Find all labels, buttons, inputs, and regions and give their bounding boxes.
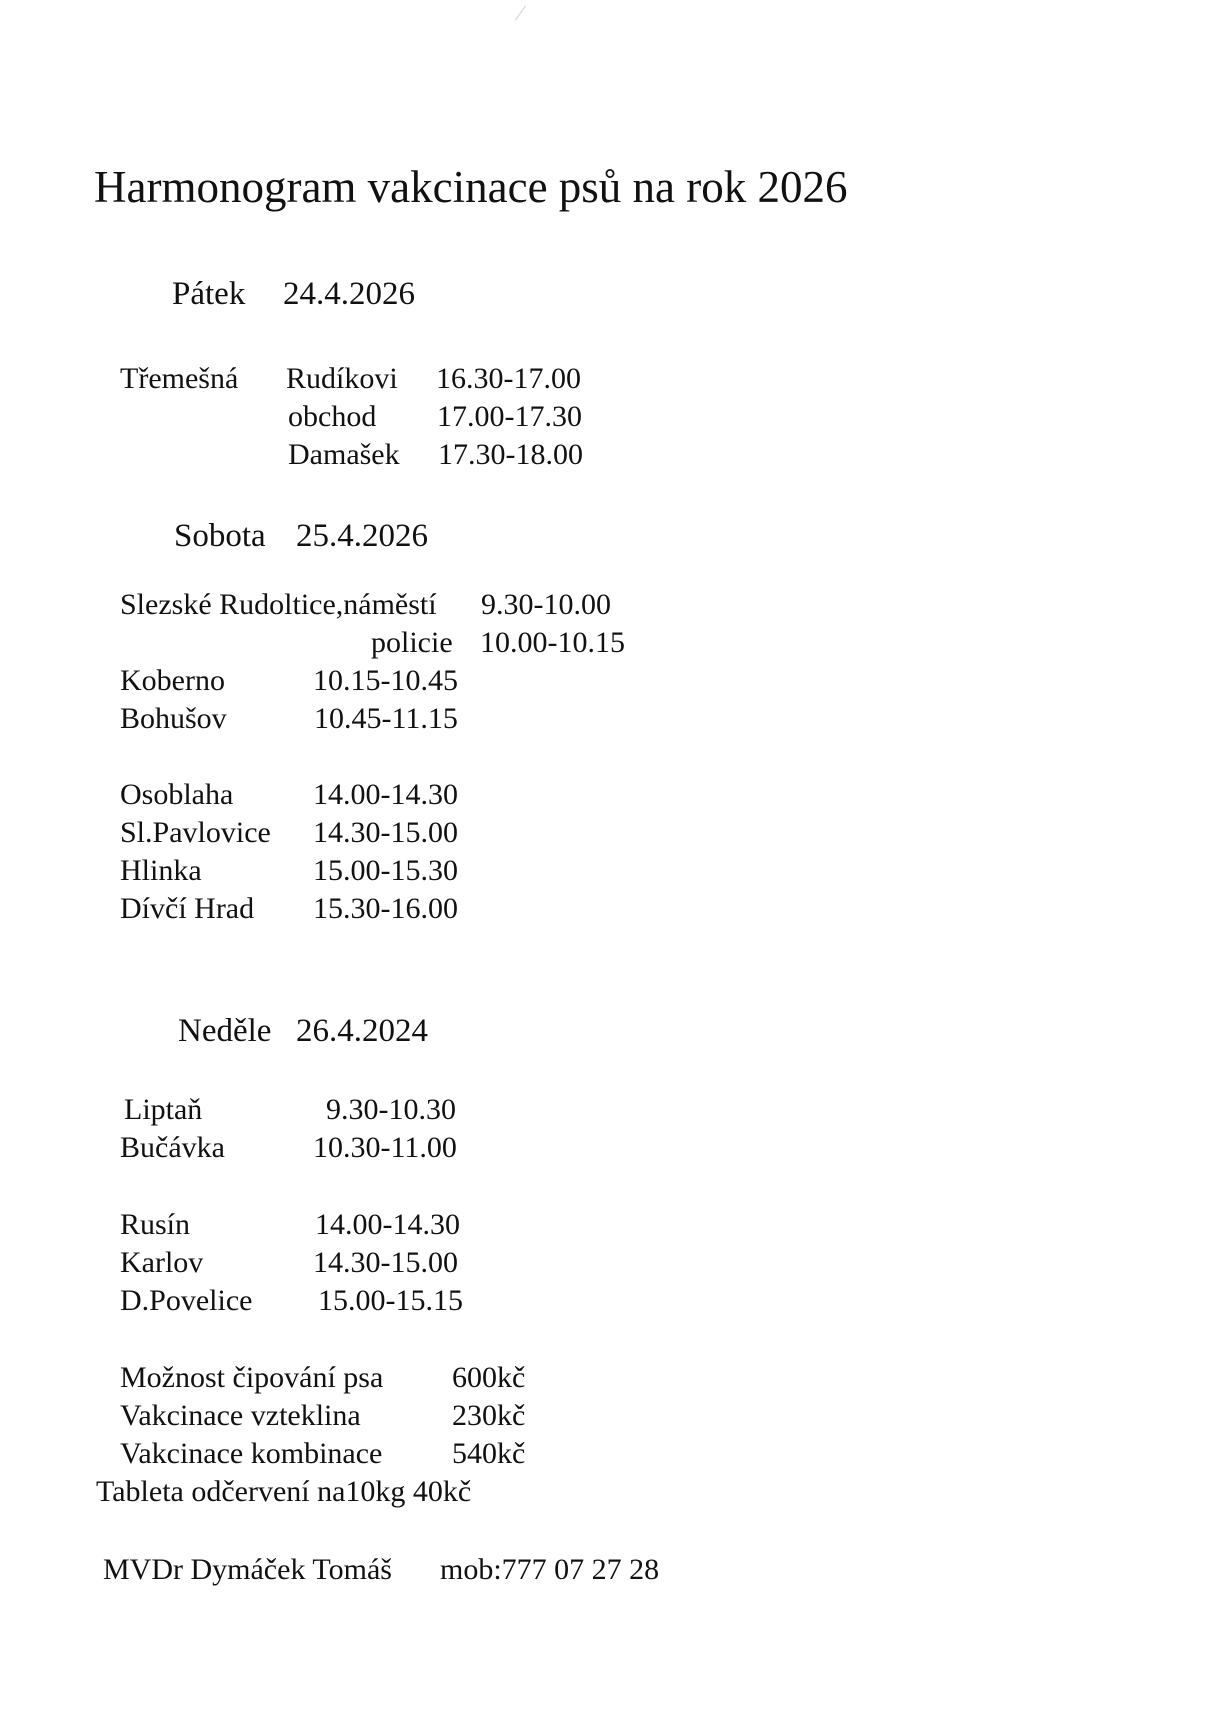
time-slezske-rudoltice: 9.30-10.00 [481, 588, 611, 621]
price-label-rabies: Vakcinace vzteklina [120, 1399, 361, 1432]
time-d-povelice: 15.00-15.15 [318, 1284, 463, 1317]
price-label-combination: Vakcinace kombinace [120, 1437, 383, 1470]
vet-name: MVDr Dymáček Tomáš [103, 1553, 392, 1586]
place-bohusov: Bohušov [120, 702, 227, 735]
time-osoblaha: 14.00-14.30 [313, 778, 458, 811]
deworming-price: Tableta odčervení na10kg 40kč [96, 1475, 472, 1508]
scan-speck [515, 5, 526, 20]
place-hlinka: Hlinka [120, 854, 202, 887]
stop-damasek: Damašek [288, 438, 400, 471]
day-label-saturday: Sobota [174, 518, 266, 554]
day-date-sunday: 26.4.2024 [296, 1013, 428, 1049]
page-title: Harmonogram vakcinace psů na rok 2026 [94, 162, 848, 212]
place-osoblaha: Osoblaha [120, 778, 234, 811]
day-date-friday: 24.4.2026 [283, 276, 415, 312]
price-value-combination: 540kč [452, 1437, 526, 1470]
day-date-saturday: 25.4.2026 [296, 518, 428, 554]
time-rusin: 14.00-14.30 [315, 1208, 460, 1241]
time-rudikovi: 16.30-17.00 [436, 362, 581, 395]
place-rusin: Rusín [120, 1208, 191, 1241]
price-label-chip: Možnost čipování psa [120, 1361, 384, 1394]
day-label-sunday: Neděle [178, 1013, 272, 1049]
time-divci-hrad: 15.30-16.00 [313, 892, 458, 925]
day-label-friday: Pátek [172, 276, 246, 312]
time-sl-pavlovice: 14.30-15.00 [313, 816, 458, 849]
time-koberno: 10.15-10.45 [313, 664, 458, 697]
place-d-povelice: D.Povelice [120, 1284, 253, 1317]
place-divci-hrad: Dívčí Hrad [120, 892, 255, 925]
place-slezske-rudoltice: Slezské Rudoltice,náměstí [120, 588, 437, 621]
place-bucavka: Bučávka [120, 1131, 225, 1164]
place-karlov: Karlov [120, 1246, 204, 1279]
stop-obchod: obchod [288, 400, 377, 433]
time-bucavka: 10.30-11.00 [313, 1131, 457, 1164]
price-value-rabies: 230kč [452, 1399, 526, 1432]
time-liptan: 9.30-10.30 [326, 1093, 456, 1126]
stop-rudikovi: Rudíkovi [286, 362, 398, 395]
time-hlinka: 15.00-15.30 [313, 854, 458, 887]
time-karlov: 14.30-15.00 [313, 1246, 458, 1279]
price-value-chip: 600kč [452, 1361, 526, 1394]
vet-phone: mob:777 07 27 28 [440, 1553, 660, 1586]
place-tremesna: Třemešná [120, 362, 239, 395]
time-bohusov: 10.45-11.15 [314, 702, 458, 735]
time-damasek: 17.30-18.00 [438, 438, 583, 471]
place-sl-pavlovice: Sl.Pavlovice [120, 816, 271, 849]
place-policie: policie [371, 626, 453, 659]
time-policie: 10.00-10.15 [480, 626, 625, 659]
time-obchod: 17.00-17.30 [437, 400, 582, 433]
place-koberno: Koberno [120, 664, 225, 697]
place-liptan: Liptaň [124, 1093, 203, 1126]
